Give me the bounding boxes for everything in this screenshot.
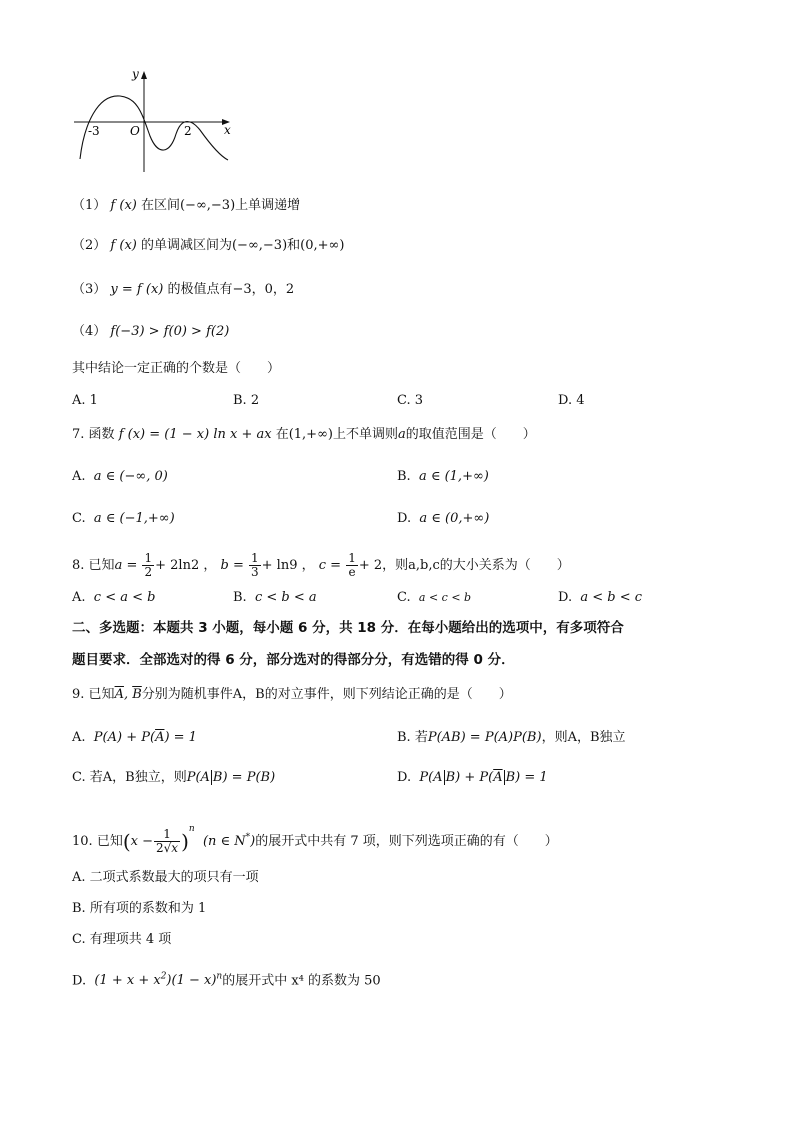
q7-option-b: B. a ∈ (1,+∞) (397, 469, 489, 484)
exponent-n: n (188, 824, 195, 834)
q8-option-d: D. a < b < c (558, 590, 643, 605)
statement-2 (72, 237, 344, 255)
option-math: a ∈ (−∞, 0) (93, 469, 168, 484)
q8-option-b: B. c < b < a (233, 590, 317, 605)
option-math: a ∈ (0,+∞) (419, 511, 490, 526)
option-math: P(AB) = P(A)P(B) (427, 730, 542, 745)
q10-stem (72, 820, 558, 855)
option-text: 若A，B独立，则 (89, 770, 187, 785)
origin-label: O (130, 124, 140, 138)
q10-text-post: 的展开式中共有 7 项，则下列选项正确的有（ ） (255, 834, 558, 849)
tick-label-neg3: -3 (88, 124, 100, 138)
y-axis-arrow-icon (141, 71, 147, 79)
option-math: a < b < c (580, 590, 643, 605)
q10-var-x: x − (130, 834, 154, 849)
q6-option-c: C. 3 (397, 393, 424, 408)
statement-text: 的极值点有−3，0，2 (167, 282, 295, 297)
q9-complements: $\overline{A}$, $\overline{B}$ (114, 687, 142, 702)
math-y-eq-fx: y = f (x) (110, 282, 164, 297)
function-curve (80, 96, 228, 160)
q9-option-d: D. P(A $B) + P(\overline{A}$ B) = 1 (397, 770, 548, 785)
q6-prompt: 其中结论一定正确的个数是（ ） (72, 361, 281, 376)
function-graph (70, 64, 240, 176)
q7-var-a: a (397, 427, 406, 442)
q8-expr-a-rest: + 2ln2 ， (155, 558, 217, 573)
option-math: c < a < b (93, 590, 156, 605)
section-2-heading: 二、多选题：本题共 3 小题，每小题 6 分，共 18 分．在每小题给出的选项中，有多项符合 (72, 620, 624, 636)
q7-text-pre: 函数 (88, 427, 115, 442)
option-math: $P(A) + P(\overline{A}) = 1$ (93, 730, 197, 745)
option-math: a ∈ (−1,+∞) (93, 511, 175, 526)
q7-stem (72, 426, 536, 444)
fraction-one-over-2sqrtx: $\frac{1}{2√x}$ (156, 827, 179, 855)
question-number: 9. (72, 687, 85, 702)
math-fx: f (x) (110, 238, 137, 253)
tick-label-2: 2 (184, 124, 192, 138)
q10-option-c: C. 有理项共 4 项 (72, 932, 172, 947)
q8-expr-b: b = (220, 558, 244, 573)
statement-text: f(−3) > f(0) > f(2) (110, 324, 230, 339)
q8-expr-c-rest: + 2 (358, 558, 383, 573)
math-fx: f (x) (110, 198, 137, 213)
q7-option-d: D. a ∈ (0,+∞) (397, 511, 490, 526)
option-text: ，则A，B独立 (541, 730, 626, 745)
q8-expr-a: a = (114, 558, 138, 573)
q10-text-pre: 已知 (96, 834, 123, 849)
statement-3 (72, 281, 294, 299)
option-math: $(1 + x + x^2)(1 - x)^n$ (94, 972, 223, 989)
q8-text-post: ，则a,b,c的大小关系为（ ） (382, 558, 570, 573)
statement-text: 的单调减区间为(−∞,−3)和(0,+∞) (140, 238, 345, 253)
x-axis-label: x (224, 123, 231, 137)
q6-option-a: A. 1 (72, 393, 98, 408)
option-math: a ∈ (1,+∞) (418, 469, 489, 484)
fraction-one-over-e: $\frac{1}{e}$ (348, 551, 356, 579)
q9-text: 分别为随机事件A，B的对立事件，则下列结论正确的是（ ） (141, 687, 512, 702)
q8-stem (72, 552, 570, 579)
q10-domain: (n ∈ N*) (202, 832, 256, 849)
statement-4 (72, 323, 229, 341)
q7-option-a: A. a ∈ (−∞, 0) (72, 469, 168, 484)
section-2-heading-cont: 题目要求．全部选对的得 6 分，部分选对的得部分分，有选错的得 0 分． (72, 652, 515, 668)
q8-option-a: A. c < a < b (72, 590, 156, 605)
option-text: 若 (414, 730, 428, 745)
q9-option-c: C. 若A，B独立，则P(A B) = P(B) (72, 770, 276, 785)
question-number: 7. (72, 427, 85, 442)
fraction-one-third: $\frac{1}{3}$ (251, 551, 259, 579)
question-number: 8. (72, 558, 85, 573)
q9-text-pre: 已知 (88, 687, 115, 702)
y-axis-label: y (132, 67, 139, 81)
statement-number: （1） (72, 198, 107, 213)
q6-option-d: D. 4 (558, 393, 585, 408)
option-math: a < c < b (418, 591, 472, 604)
q9-stem (72, 686, 512, 704)
q8-option-c: C. a < c < b (397, 590, 472, 605)
q9-option-b: B. 若P(AB) = P(A)P(B)，则A，B独立 (397, 730, 626, 745)
option-math: c < b < a (254, 590, 317, 605)
q10-option-a: A. 二项式系数最大的项只有一项 (72, 870, 259, 885)
statement-text: 在区间(−∞,−3)上单调递增 (140, 198, 301, 213)
paren-close: ) (181, 829, 189, 854)
option-text: 的展开式中 x⁴ 的系数为 50 (222, 973, 381, 989)
option-math: P(A $B) + P(\overline{A}$ B) = 1 (419, 770, 548, 785)
q7-text-mid: 在(1,+∞)上不单调则 (275, 427, 398, 442)
question-number: 10. (72, 834, 93, 849)
option-math: P(A B) = P(B) (186, 770, 276, 785)
q7-function: f (x) = (1 − x) ln x + ax (118, 427, 272, 442)
q8-expr-c: c = (318, 558, 342, 573)
statement-number: （3） (72, 282, 107, 297)
fraction-one-half: $\frac{1}{2}$ (144, 551, 153, 579)
q8-expr-b-rest: + ln9 ， (261, 558, 315, 573)
q7-text-post: 的取值范围是（ ） (405, 427, 536, 442)
q7-option-c: C. a ∈ (−1,+∞) (72, 511, 175, 526)
q6-option-b: B. 2 (233, 393, 260, 408)
statement-1 (72, 197, 300, 215)
paren-open: ( (122, 829, 131, 854)
q8-text-pre: 已知 (88, 558, 115, 573)
q9-option-a: A. $P(A) + P(\overline{A}) = 1$ (72, 730, 197, 745)
statement-number: （2） (72, 238, 107, 253)
q10-option-d: D. $(1 + x + x^2)(1 - x)^n$的展开式中 x⁴ 的系数为 50 (72, 972, 381, 989)
q10-option-b: B. 所有项的系数和为 1 (72, 901, 207, 916)
statement-number: （4） (72, 324, 107, 339)
